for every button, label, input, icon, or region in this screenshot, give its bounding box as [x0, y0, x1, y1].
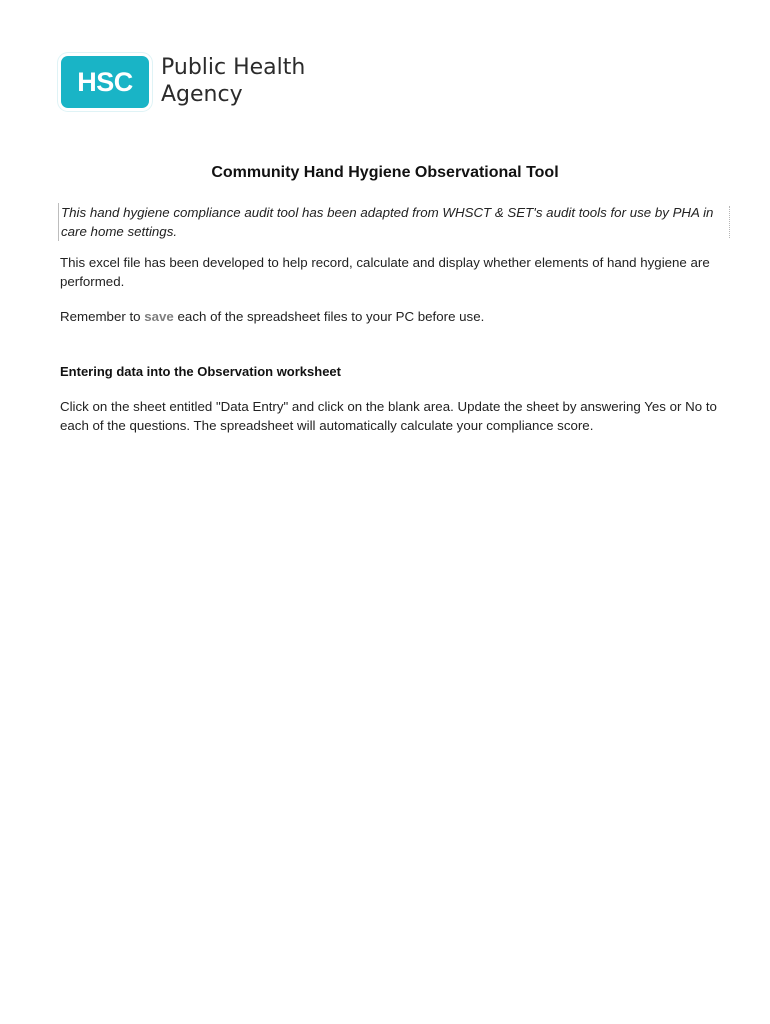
save-reminder-after: each of the spreadsheet files to your PC before use. [173, 309, 485, 324]
document-title: Community Hand Hygiene Observational Tool [211, 164, 559, 181]
hsc-badge-text: HSC [77, 67, 133, 97]
save-reminder-paragraph [60, 307, 730, 326]
hsc-badge [61, 56, 149, 108]
cell-border-mark [729, 206, 730, 238]
save-reminder-before: Remember to [60, 309, 145, 324]
save-emphasis: save [144, 309, 174, 324]
intro-text: This hand hygiene compliance audit tool has been adapted from WHSCT & SET's audit tools for use by PHA in care home settings. [61, 205, 714, 239]
hsc-public-health-agency-logo [57, 52, 347, 116]
section-heading: Entering data into the Observation worksheet [60, 364, 341, 379]
intro-block [58, 203, 736, 241]
description-paragraph: This excel file has been developed to help record, calculate and display whether elements of hand hygiene are performed. [60, 255, 710, 289]
organisation-name-line1: Public Health [161, 55, 306, 80]
instructions-paragraph: Click on the sheet entitled "Data Entry" and click on the blank area. Update the sheet by answering Yes or No to each of the questions. The spreadsheet will automatically calculate your compliance score. [60, 399, 717, 433]
organisation-name [161, 54, 361, 108]
organisation-name-line2: Agency [161, 82, 243, 107]
